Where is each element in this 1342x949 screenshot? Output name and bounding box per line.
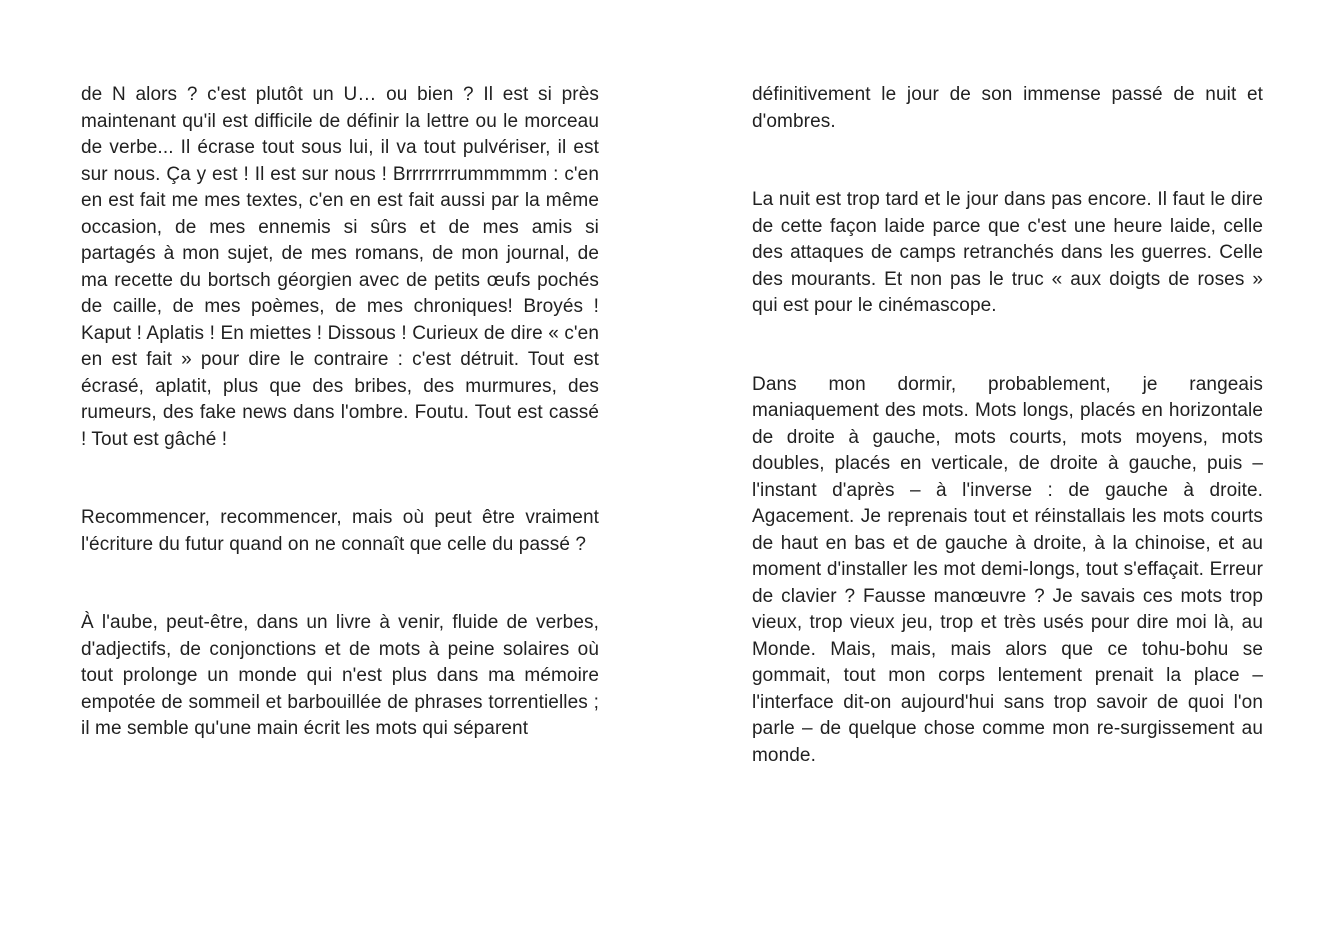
paragraph: Recommencer, recommencer, mais où peut être vraiment l'écriture du futur quand on ne connaît que celle du passé ? (81, 507, 599, 555)
right-page-column (752, 82, 1263, 769)
paragraph: La nuit est trop tard et le jour dans pas encore. Il faut le dire de cette façon laide parce que c'est une heure laide, celle des attaques de camps retranchés dans les guerres. Celle des mourants. Et non pas le truc « aux doigts de roses » qui est pour le cinémascope. (752, 189, 1263, 316)
paragraph: Dans mon dormir, probablement, je rangeais maniaquement des mots. Mots longs, placés en horizontale de droite à gauche, mots courts, mots moyens, mots doubles, placés en verticale, de droite à gauche, puis – l'instant d'après – à l'inverse : de gauche à droite. Agacement. Je reprenais tout et réinstallais les mots courts de haut en bas et de gauche à droite, à la chinoise, et au moment d'installer les mot demi-longs, tout s'effaçait. Erreur de clavier ? Fausse manœuvre ? Je savais ces mots trop vieux, trop vieux jeu, trop et très usés pour dire moi là, au Monde. Mais, mais, mais alors que ce tohu-bohu se gommait, tout mon corps lentement prenait la place – l'interface dit-on aujourd'hui sans trop savoir de quoi l'on parle – de quelque chose comme mon re-surgissement au monde. (752, 373, 1263, 766)
paragraph: de N alors ? c'est plutôt un U… ou bien ? Il est si près maintenant qu'il est difficile de définir la lettre ou le morceau de verbe... Il écrase tout sous lui, il va tout pulvériser, il est sur nous. Ça y est ! Il est sur nous ! Brrrrrrrrummmmm : c'en en est fait me mes textes, c'en en est fait aussi par la même occasion, de mes ennemis si sûrs et de mes amis si partagés à mon sujet, de mes romans, de mon journal, de ma recette du bortsch géorgien avec de petits œufs pochés de caille, de mes poèmes, de mes chroniques! Broyés ! Kaput ! Aplatis ! En miettes ! Dissous ! Curieux de dire « c'en en est fait » pour dire le contraire : c'est détruit. Tout est écrasé, aplatit, plus que des bribes, des murmures, des rumeurs, des fake news dans l'ombre. Foutu. Tout est cassé ! Tout est gâché ! (81, 84, 599, 450)
paragraph: définitivement le jour de son immense passé de nuit et d'ombres. (752, 84, 1263, 132)
paragraph: À l'aube, peut-être, dans un livre à venir, fluide de verbes, d'adjectifs, de conjonctions et de mots à peine solaires où tout prolonge un monde qui n'est plus dans ma mémoire empotée de sommeil et barbouillée de phrases torrentielles ; il me semble qu'une main écrit les mots qui séparent (81, 612, 599, 739)
left-page-column (81, 82, 599, 743)
